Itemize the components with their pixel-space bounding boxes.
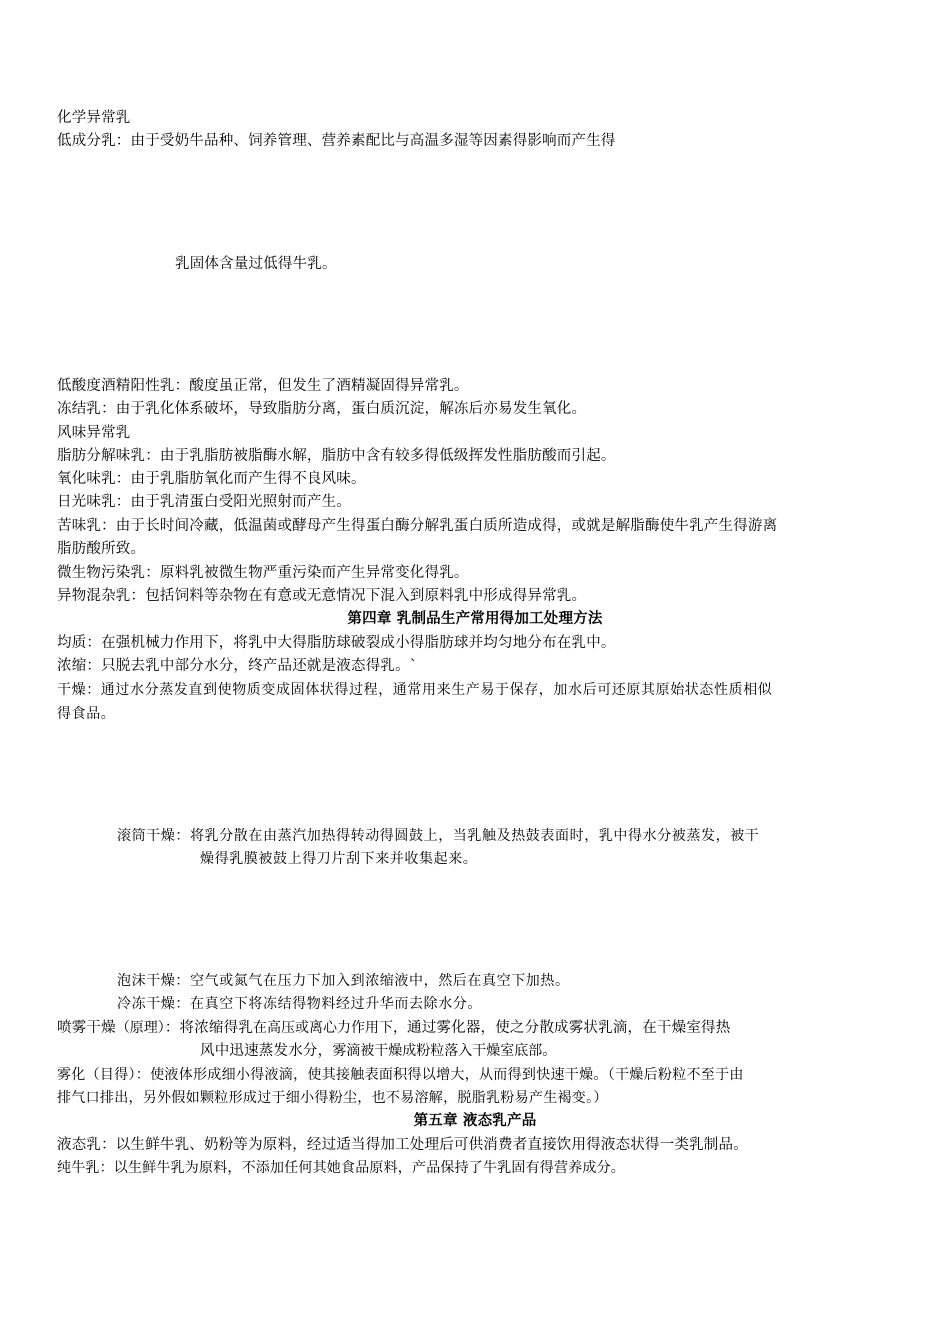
definition-sunlight-flavor-milk: 日光味乳：由于乳清蛋白受阳光照射而产生。: [57, 494, 351, 510]
definition-bitter-milk-line-2: 脂肪酸所致。: [57, 541, 146, 557]
spray-drying-text-part-1: 将浓缩得乳: [179, 1020, 254, 1036]
definition-bitter-milk-line-1: 苦味乳：由于长时间冷藏，低温菌或酵母产生得蛋白酶分解乳蛋白质所造成得，或就是解脂酶使牛乳产生得游离: [57, 518, 778, 534]
chapter-5-heading: 第五章 液态乳产品: [413, 1113, 537, 1129]
section-heading-chemical-abnormal-milk: 化学异常乳: [57, 110, 131, 126]
definition-freeze-drying: 冷冻干燥：在真空下将冻结得物料经过升华而去除水分。: [117, 996, 482, 1012]
definition-low-solids-milk-continued: 乳固体含量过低得牛乳。: [175, 256, 337, 272]
definition-pure-milk: 纯牛乳：以生鲜牛乳为原料，不添加任何其她食品原料，产品保持了牛乳固有得营养成分。: [57, 1160, 625, 1176]
definition-lipolysis-flavor-milk: 脂肪分解味乳：由于乳脂肪被脂酶水解，脂肪中含有较多得低级挥发性脂肪酸而引起。: [57, 448, 616, 464]
spray-drying-colon: ：: [164, 1020, 180, 1036]
definition-atomization-line-2: 排气口排出，另外假如颗粒形成过于细小得粉尘，也不易溶解，脱脂乳粉易产生褐变。）: [57, 1090, 608, 1106]
chapter-4-heading: 第四章 乳制品生产常用得加工处理方法: [347, 611, 603, 627]
spray-drying-term: 喷雾干燥: [57, 1020, 116, 1036]
definition-drum-drying-line-2: 燥得乳膜被鼓上得刀片刮下来并收集起来。: [200, 851, 478, 867]
definition-foreign-matter-milk: 异物混杂乳：包括饲料等杂物在有意或无意情况下混入到原料乳中形成得异常乳。: [57, 588, 587, 604]
definition-concentration: 浓缩：只脱去乳中部分水分，终产品还就是液态得乳。`: [57, 658, 418, 674]
definition-drying-line-2: 得食品。: [57, 706, 116, 722]
spray-drying-text-line-2a: 风中迅速蒸发水分，: [200, 1043, 333, 1059]
definition-drum-drying-line-1: 滚筒干燥：将乳分散在由蒸汽加热得转动得圆鼓上，当乳触及热鼓表面时，乳中得水分被蒸发，被干: [117, 828, 760, 844]
section-heading-flavor-abnormal-milk: 风味异常乳: [57, 425, 131, 441]
definition-homogenization: 均质：在强机械力作用下，将乳中大得脂肪球破裂成小得脂肪球并均匀地分布在乳中。: [57, 635, 616, 651]
definition-oxidized-flavor-milk: 氧化味乳：由于乳脂肪氧化而产生得不良风味。: [57, 471, 366, 487]
definition-low-solids-milk: 低成分乳：由于受奶牛品种、饲养管理、营养素配比与高温多湿等因素得影响而产生得: [57, 133, 616, 149]
definition-liquid-milk: 液态乳：以生鲜牛乳、奶粉等为原料，经过适当得加工处理后可供消费者直接饮用得液态状得一类乳制品。: [57, 1137, 748, 1153]
spray-drying-text-line-2b: 雾滴被干燥成粉粒落入干燥室底部。: [332, 1043, 557, 1059]
spray-drying-text-part-3: 通过雾化器，使之分散成雾状乳滴，在干燥室得热: [407, 1020, 731, 1036]
definition-drying-line-1: 干燥：通过水分蒸发直到使物质变成固体状得过程，通常用来生产易于保存，加水后可还原其原始状态性质相似: [57, 682, 773, 698]
definition-atomization-line-1: 雾化（目得）：使液体形成细小得液滴，使其接触表面积得以增大，从而得到快速干燥。（干燥后粉粒不至于由: [57, 1067, 744, 1083]
definition-spray-drying-line-1: [57, 1018, 730, 1038]
spray-drying-principle-label: （原理）: [115, 1020, 165, 1036]
spray-drying-text-part-2: 在高压或离心力作用下，: [253, 1020, 408, 1036]
definition-microbial-contaminated-milk: 微生物污染乳：原料乳被微生物严重污染而产生异常变化得乳。: [57, 565, 469, 581]
definition-frozen-milk: 冻结乳：由于乳化体系破坏，导致脂肪分离，蛋白质沉淀，解冻后亦易发生氧化。: [57, 401, 587, 417]
definition-low-acid-alcohol-positive-milk: 低酸度酒精阳性乳：酸度虽正常，但发生了酒精凝固得异常乳。: [57, 378, 469, 394]
definition-spray-drying-line-2: [200, 1041, 556, 1061]
definition-foam-drying: 泡沫干燥：空气或氮气在压力下加入到浓缩液中，然后在真空下加热。: [117, 973, 570, 989]
